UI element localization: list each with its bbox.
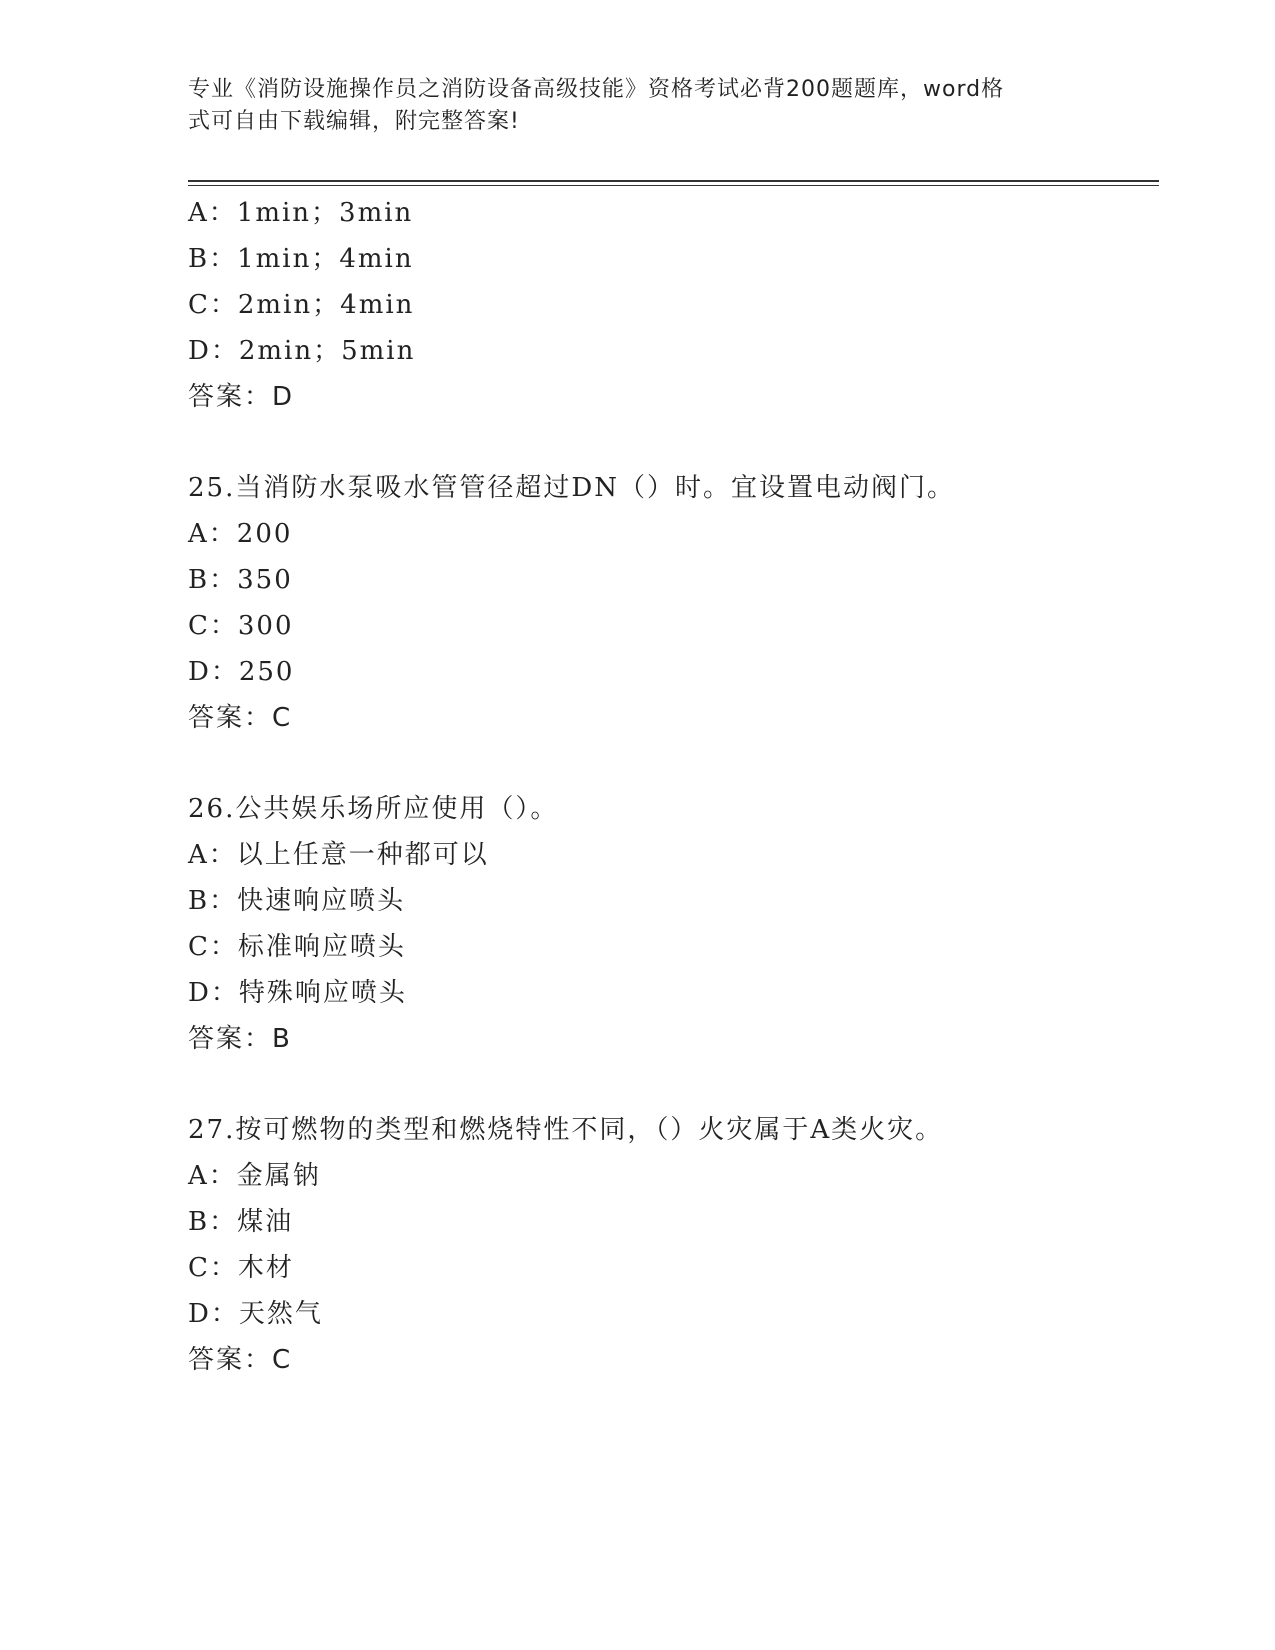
answer-line: 答案：B xyxy=(188,1024,292,1054)
option-c: C：木材 xyxy=(188,1253,294,1283)
spacer xyxy=(188,741,1168,786)
option-a: A：以上任意一种都可以 xyxy=(188,840,489,870)
answer-line: 答案：D xyxy=(188,382,295,412)
question-stem: 26.公共娱乐场所应使用（）。 xyxy=(188,794,559,824)
option-b: B：1min；4min xyxy=(188,244,414,274)
spacer xyxy=(188,420,1168,465)
question-block-27 xyxy=(188,1107,1168,1383)
option-b: B：快速响应喷头 xyxy=(188,886,406,916)
question-stem: 27.按可燃物的类型和燃烧特性不同，（）火灾属于A类火灾。 xyxy=(188,1115,944,1145)
question-stem: 25.当消防水泵吸水管管径超过DN（）时。宜设置电动阀门。 xyxy=(188,473,955,503)
answer-line: 答案：C xyxy=(188,703,293,733)
question-block-26 xyxy=(188,786,1168,1062)
option-d: D：特殊响应喷头 xyxy=(188,978,407,1008)
option-c: C：300 xyxy=(188,611,294,641)
option-a: A：200 xyxy=(188,519,293,549)
header-divider-thin xyxy=(188,185,1159,186)
document-header xyxy=(188,74,1068,138)
option-d: D：250 xyxy=(188,657,295,687)
question-block-partial xyxy=(188,190,1168,420)
option-d: D：2min；5min xyxy=(188,336,416,366)
header-line-1: 专业《消防设施操作员之消防设备高级技能》资格考试必背200题题库，word格 xyxy=(188,77,1005,102)
option-c: C：2min；4min xyxy=(188,290,415,320)
question-list xyxy=(188,190,1168,1383)
option-b: B：350 xyxy=(188,565,293,595)
header-line-2: 式可自由下载编辑，附完整答案! xyxy=(188,109,520,134)
option-a: A：1min；3min xyxy=(188,198,414,228)
option-d: D：天然气 xyxy=(188,1299,323,1329)
option-b: B：煤油 xyxy=(188,1207,294,1237)
question-block-25 xyxy=(188,465,1168,741)
option-a: A：金属钠 xyxy=(188,1161,321,1191)
header-divider-thick xyxy=(188,180,1159,182)
spacer xyxy=(188,1062,1168,1107)
answer-line: 答案：C xyxy=(188,1345,293,1375)
option-c: C：标准响应喷头 xyxy=(188,932,406,962)
